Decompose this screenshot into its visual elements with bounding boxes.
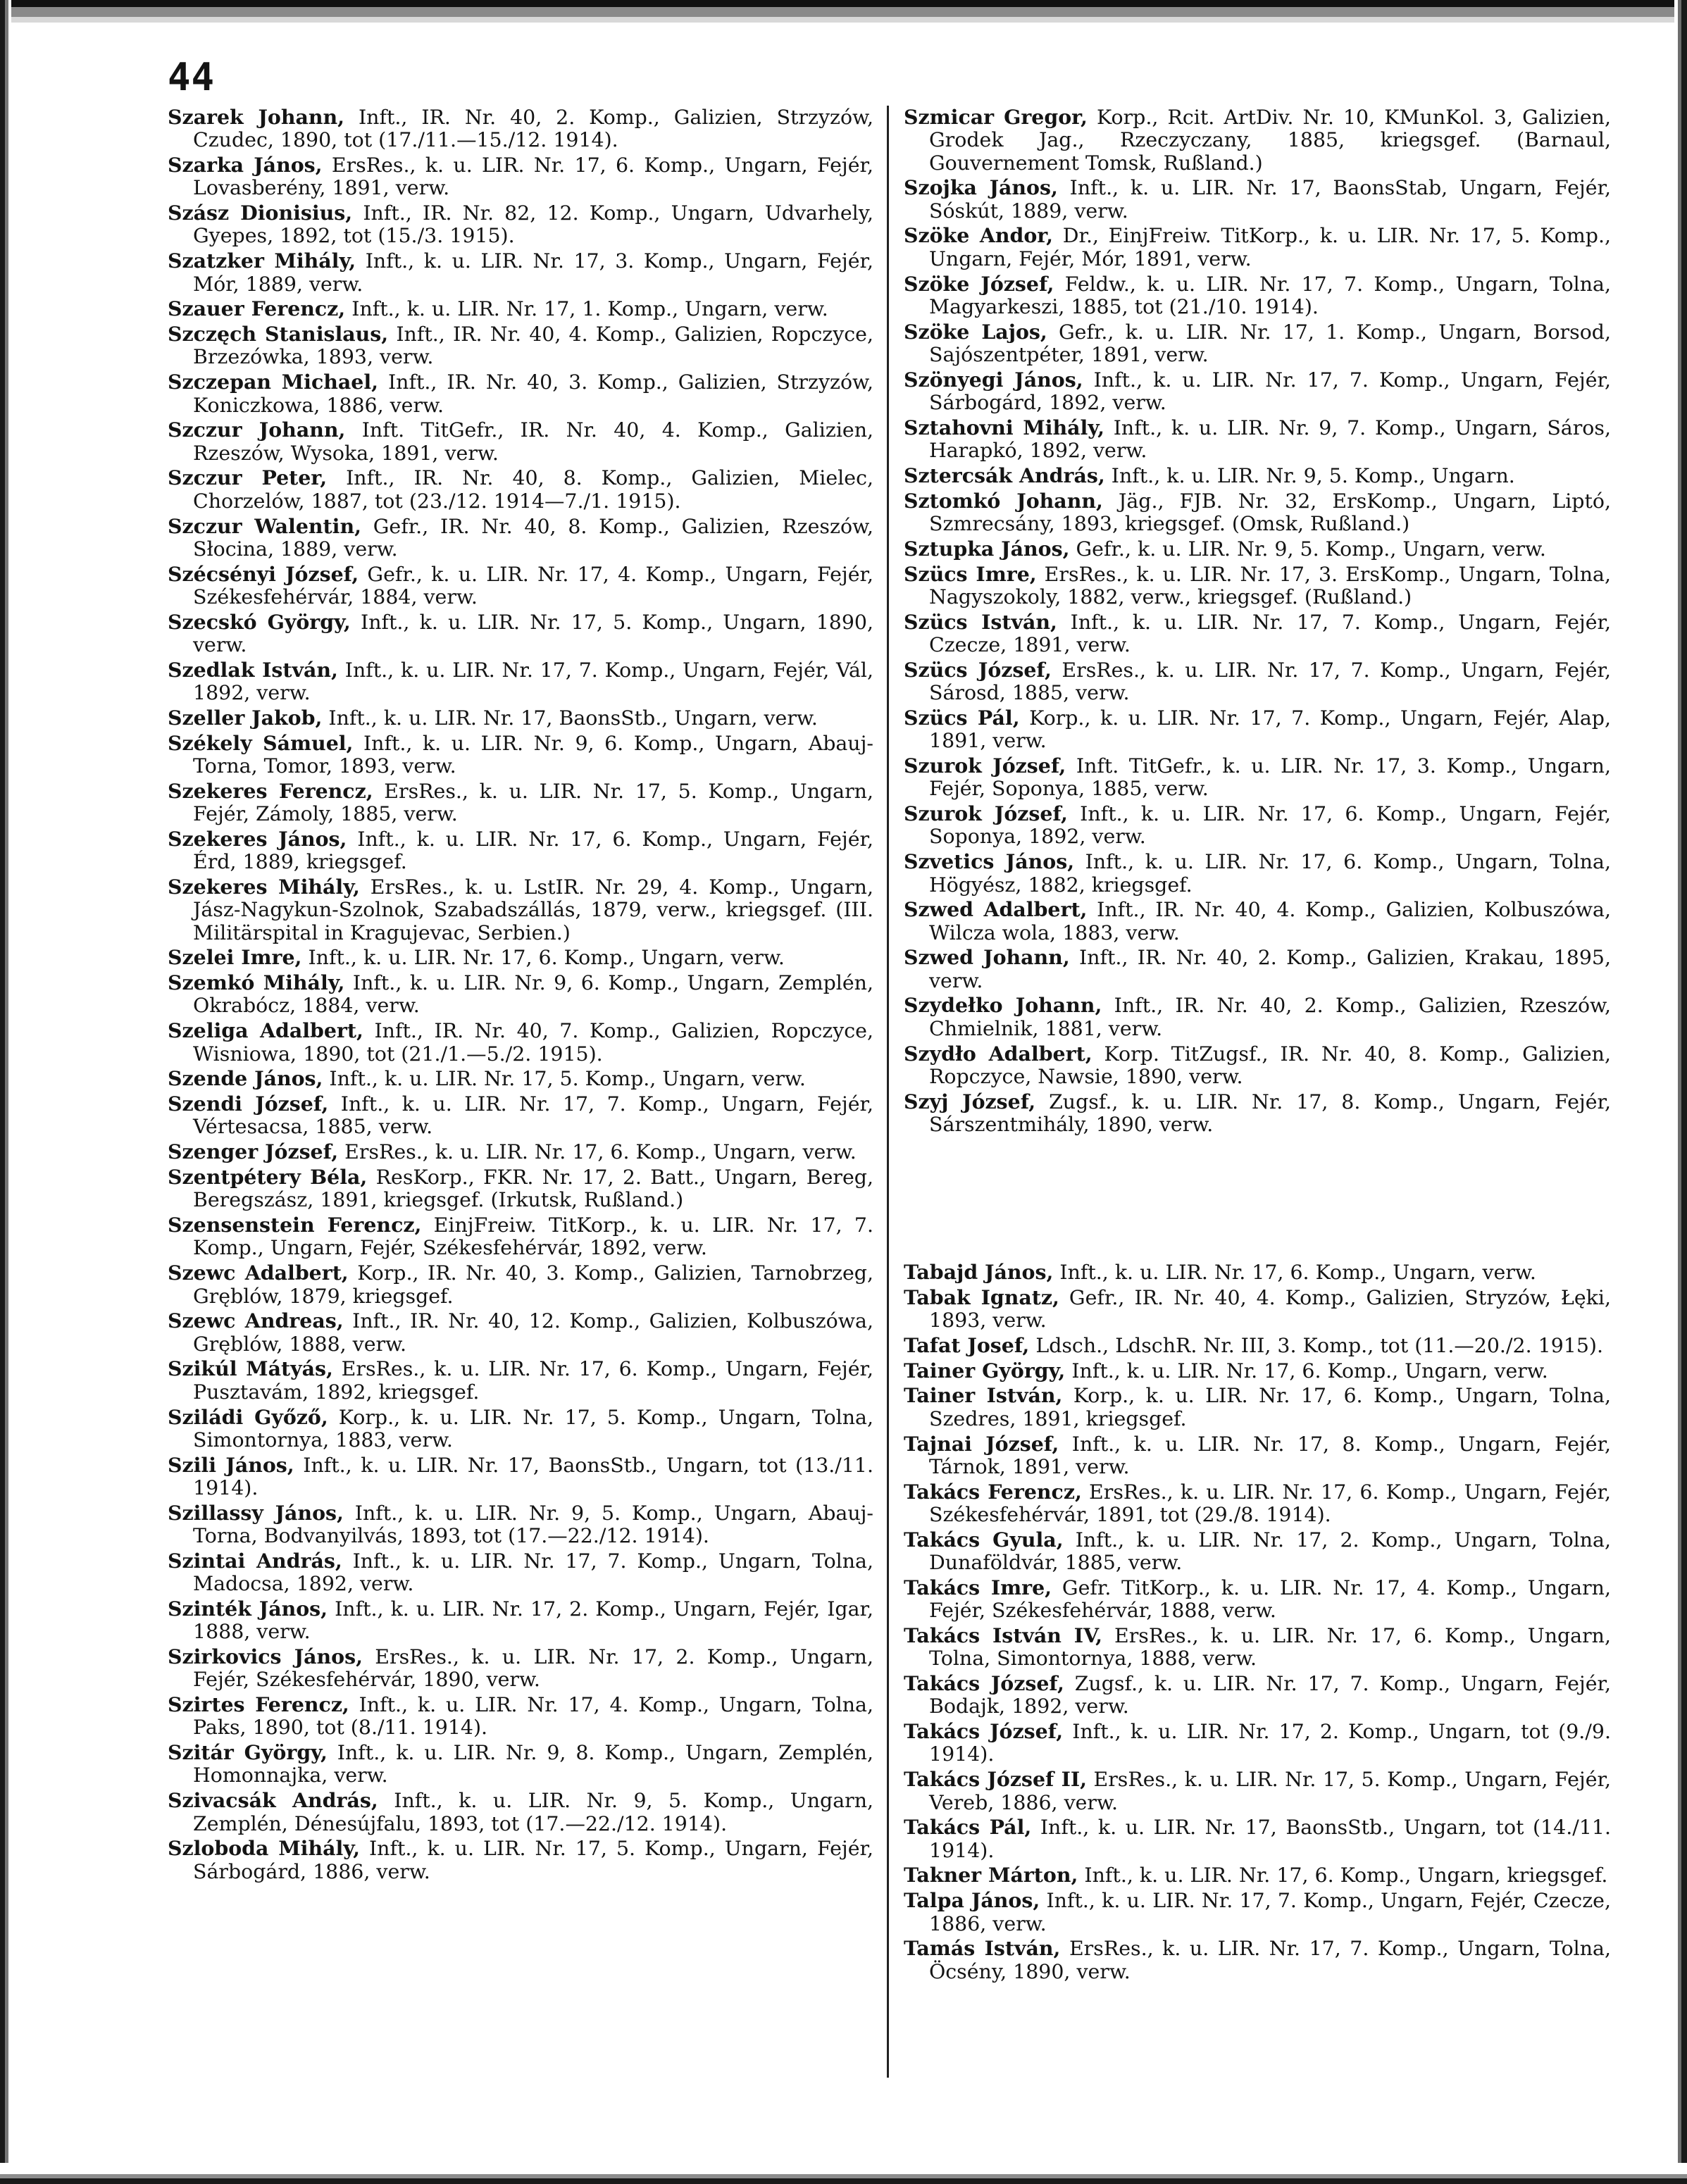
entry-details: Inft., k. u. LIR. Nr. 17, 6. Komp., Ungarn, verw. (1065, 1359, 1548, 1383)
entry-name: Szeller Jakob, (168, 705, 323, 730)
entry-name: Szmicar Gregor, (904, 105, 1088, 129)
list-item (168, 659, 873, 705)
list-item (168, 1213, 873, 1260)
entry-details: Inft., k. u. LIR. Nr. 17, 2. Komp., Ungarn, Tolna, Dunaföldvár, 1885, verw. (929, 1528, 1611, 1575)
entry-details: ErsRes., k. u. LIR. Nr. 17, 6. Komp., Ungarn, Fejér, Pusztavám, 1892, kriegsgef. (193, 1357, 874, 1404)
entry-details: Gefr., IR. Nr. 40, 4. Komp., Galizien, Stryzów, Łęki, 1893, verw. (929, 1285, 1611, 1333)
entry-name: Szloboda Mihály, (168, 1836, 360, 1861)
list-item (168, 201, 873, 248)
entry-details: Inft., k. u. LIR. Nr. 9, 8. Komp., Ungarn, Zemplén, Homonnajka, verw. (193, 1741, 873, 1787)
list-item (904, 946, 1611, 992)
list-item (904, 464, 1611, 487)
list-item (904, 1261, 1611, 1284)
entry-details: Gefr., IR. Nr. 40, 8. Komp., Galizien, Rzeszów, Słocina, 1889, verw. (193, 514, 873, 561)
entry-name: Szintai András, (168, 1548, 342, 1573)
entry-name: Takács Pál, (904, 1815, 1032, 1840)
list-item (168, 563, 873, 609)
list-item (904, 1384, 1611, 1430)
entry-details: Inft., k. u. LIR. Nr. 9, 7. Komp., Ungarn, Sáros, Harapkó, 1892, verw. (929, 416, 1611, 463)
entry-name: Sztomkó Johann, (904, 488, 1103, 513)
entry-details: Korp., Rcit. ArtDiv. Nr. 10, KMunKol. 3, Galizien, Grodek Jag., Rzeczyczany, 1885, kriegsgef. (Barnaul, Gouvernement Tomsk, Rußland.) (929, 106, 1611, 175)
entry-details: ErsRes., k. u. LIR. Nr. 17, 2. Komp., Ungarn, Fejér, Székesfehérvár, 1890, verw. (193, 1645, 873, 1692)
entry-details: Korp., k. u. LIR. Nr. 17, 5. Komp., Ungarn, Tolna, Simontornya, 1883, verw. (193, 1405, 873, 1452)
list-item (168, 1140, 873, 1163)
entry-details: ErsRes., k. u. LIR. Nr. 17, 7. Komp., Ungarn, Tolna, Öcsény, 1890, verw. (929, 1937, 1611, 1983)
list-item (904, 416, 1611, 463)
entry-name: Szatzker Mihály, (168, 249, 356, 273)
entry-details: Inft., k. u. LIR. Nr. 17, 6. Komp., Ungarn, Tolna, Högyész, 1882, kriegsgef. (929, 850, 1611, 897)
list-item (904, 1889, 1611, 1935)
entry-details: Dr., EinjFreiw. TitKorp., k. u. LIR. Nr. 17, 5. Komp., Ungarn, Fejér, Mór, 1891, verw. (929, 224, 1611, 270)
entry-name: Szurok József, (904, 801, 1068, 826)
list-item (904, 106, 1611, 175)
entry-name: Tajnai József, (904, 1431, 1059, 1456)
list-item (168, 1261, 873, 1308)
list-item (904, 706, 1611, 753)
list-item (904, 1672, 1611, 1718)
entry-name: Szöke József, (904, 271, 1054, 296)
entry-details: Zugsf., k. u. LIR. Nr. 17, 7. Komp., Ungarn, Fejér, Bodajk, 1892, verw. (929, 1672, 1611, 1718)
list-item (168, 1166, 873, 1212)
entry-details: Inft., IR. Nr. 40, 2. Komp., Galizien, Rzeszów, Chmielnik, 1881, verw. (929, 994, 1611, 1040)
entry-name: Szücs István, (904, 609, 1057, 634)
list-item (168, 1406, 873, 1452)
scan-border-top (0, 0, 1687, 28)
right-column-sz (904, 106, 1611, 1138)
entry-name: Tabajd János, (904, 1260, 1054, 1284)
entry-name: Sztupka János, (904, 536, 1070, 561)
entry-name: Szojka János, (904, 175, 1058, 200)
entry-details: Inft., k. u. LIR. Nr. 17, 7. Komp., Ungarn, Fejér, Czecze, 1891, verw. (929, 610, 1612, 657)
entry-details: Inft., k. u. LIR. Nr. 17, 7. Komp., Ungarn, Fejér, Czecze, 1886, verw. (929, 1889, 1611, 1935)
entry-details: Inft., k. u. LIR. Nr. 17, 2. Komp., Ungarn, tot (9./9. 1914). (929, 1720, 1611, 1766)
entry-name: Szekeres János, (168, 826, 347, 851)
list-item (904, 489, 1611, 536)
list-item (168, 1309, 873, 1356)
list-item (168, 154, 873, 200)
entry-name: Szücs Pál, (904, 705, 1020, 730)
entry-name: Takács Gyula, (904, 1527, 1064, 1552)
entry-name: Takács József, (904, 1671, 1064, 1696)
entry-details: Inft., k. u. LIR. Nr. 17, 6. Komp., Ungarn, verw. (1053, 1261, 1536, 1284)
entry-name: Székely Sámuel, (168, 730, 354, 755)
entry-name: Szelei Imre, (168, 945, 302, 970)
list-item (904, 754, 1611, 801)
entry-details: Gefr. TitKorp., k. u. LIR. Nr. 17, 4. Komp., Ungarn, Fejér, Székesfehérvár, 1888, verw. (929, 1575, 1611, 1623)
entry-details: Inft., k. u. LIR. Nr. 17, 3. Komp., Ungarn, Fejér, Mór, 1889, verw. (193, 249, 873, 296)
entry-name: Szarek Johann, (168, 105, 345, 129)
list-item (904, 320, 1611, 367)
entry-details: Inft., k. u. LIR. Nr. 17, BaonsStb., Ungarn, tot (13./11. 1914). (193, 1453, 873, 1499)
list-item (168, 1454, 873, 1500)
entry-details: Inft., k. u. LIR. Nr. 17, 5. Komp., Ungarn, 1890, verw. (193, 610, 873, 657)
entry-name: Takács József, (904, 1719, 1064, 1744)
list-item (904, 537, 1611, 561)
entry-details: Inft., k. u. LIR. Nr. 17, 6. Komp., Ungarn, verw. (301, 946, 785, 970)
entry-name: Szili János, (168, 1452, 294, 1477)
entry-name: Takács Ferencz, (904, 1479, 1082, 1504)
entry-details: ErsRes., k. u. LIR. Nr. 17, 3. ErsKomp., Ungarn, Tolna, Nagyszokoly, 1882, verw., kriegsgef. (Rußland.) (929, 562, 1611, 609)
entry-details: Gefr., k. u. LIR. Nr. 17, 1. Komp., Ungarn, Borsod, Sajószentpéter, 1891, verw. (929, 320, 1611, 366)
list-item (168, 466, 873, 513)
entry-name: Tabak Ignatz, (904, 1285, 1059, 1309)
right-column-t (904, 1261, 1611, 1985)
entry-details: Inft., k. u. LIR. Nr. 17, BaonsStb., Ungarn, verw. (322, 706, 818, 730)
list-item (168, 828, 873, 874)
entry-details: Inft., IR. Nr. 82, 12. Komp., Ungarn, Udvarhely, Gyepes, 1892, tot (15./3. 1915). (193, 201, 874, 248)
entry-name: Szönyegi János, (904, 367, 1083, 392)
list-item (168, 971, 873, 1018)
entry-name: Szczur Johann, (168, 418, 346, 442)
entry-details: Gefr., k. u. LIR. Nr. 17, 4. Komp., Ungarn, Fejér, Székesfehérvár, 1884, verw. (193, 562, 873, 609)
entry-name: Sziládi Győző, (168, 1404, 328, 1429)
entry-name: Szenger József, (168, 1140, 339, 1164)
list-item (904, 898, 1611, 944)
list-item (168, 1019, 873, 1066)
entry-details: ErsRes., k. u. LIR. Nr. 17, 5. Komp., Ungarn, Fejér, Zámoly, 1885, verw. (193, 779, 873, 826)
entry-details: Inft., k. u. LIR. Nr. 9, 5. Komp., Ungarn. (1104, 463, 1515, 487)
entry-details: Inft. TitGefr., k. u. LIR. Nr. 17, 3. Komp., Ungarn, Fejér, Soponya, 1885, verw. (929, 754, 1611, 801)
entry-details: Inft., k. u. LIR. Nr. 17, 5. Komp., Ungarn, verw. (323, 1067, 806, 1091)
entry-details: Inft., k. u. LIR. Nr. 17, 7. Komp., Ungarn, Fejér, Vál, 1892, verw. (193, 658, 873, 705)
list-item (904, 368, 1611, 415)
entry-details: Inft., k. u. LIR. Nr. 9, 6. Komp., Ungarn, Zemplén, Okrabócz, 1884, verw. (193, 971, 873, 1018)
list-item (168, 249, 873, 296)
entry-name: Szendi József, (168, 1092, 329, 1116)
list-item (168, 875, 873, 944)
list-item (168, 1092, 873, 1139)
entry-details: Ldsch., LdschR. Nr. III, 3. Komp., tot (11.—20./2. 1915). (1029, 1333, 1603, 1357)
list-item (168, 515, 873, 561)
entry-name: Szarka János, (168, 153, 323, 177)
list-item (168, 732, 873, 778)
entry-details: Inft., k. u. LIR. Nr. 17, 7. Komp., Ungarn, Fejér, Sárbogárd, 1892, verw. (929, 368, 1611, 415)
entry-name: Szillassy János, (168, 1500, 344, 1525)
entry-details: Korp., IR. Nr. 40, 3. Komp., Galizien, Tarnobrzeg, Gręblów, 1879, kriegsgef. (193, 1261, 873, 1308)
list-item (904, 1042, 1611, 1089)
entry-details: ErsRes., k. u. LIR. Nr. 17, 6. Komp., Ungarn, Tolna, Simontornya, 1888, verw. (929, 1623, 1611, 1671)
list-item (168, 946, 873, 969)
list-item (168, 1067, 873, 1090)
entry-name: Szirkovics János, (168, 1645, 363, 1668)
entry-details: Feldw., k. u. LIR. Nr. 17, 7. Komp., Ungarn, Tolna, Magyarkeszi, 1885, tot (21./10. 1914). (929, 272, 1611, 318)
entry-name: Szirtes Ferencz, (168, 1692, 349, 1717)
list-item (904, 1359, 1611, 1383)
list-item (168, 1741, 873, 1787)
entry-details: Inft., IR. Nr. 40, 4. Komp., Galizien, Ropczyce, Brzezówka, 1893, verw. (193, 323, 873, 369)
entry-name: Takács Imre, (904, 1575, 1052, 1599)
scan-border-bottom (0, 2163, 1687, 2184)
entry-details: Inft., IR. Nr. 40, 3. Komp., Galizien, Strzyzów, Koniczkowa, 1886, verw. (193, 370, 873, 417)
entry-name: Szentpétery Béla, (168, 1165, 368, 1190)
entry-name: Szitár György, (168, 1740, 328, 1765)
list-item (168, 780, 873, 826)
list-item (904, 611, 1611, 657)
entry-name: Szewc Adalbert, (168, 1261, 349, 1285)
list-item (168, 611, 873, 657)
list-item (168, 1502, 873, 1548)
list-item (168, 1693, 873, 1740)
entry-name: Szeliga Adalbert, (168, 1018, 363, 1043)
entry-details: ResKorp., FKR. Nr. 17, 2. Batt., Ungarn, Bereg, Beregszász, 1891, kriegsgef. (Irkutsk, Rußland.) (193, 1166, 873, 1212)
entry-details: Inft., k. u. LIR. Nr. 17, 1. Komp., Ungarn, verw. (345, 297, 828, 321)
entry-name: Szydło Adalbert, (904, 1041, 1092, 1066)
entry-details: Inft., k. u. LIR. Nr. 17, 8. Komp., Ungarn, Fejér, Tárnok, 1891, verw. (929, 1432, 1611, 1478)
list-item (168, 323, 873, 369)
entry-details: Inft., k. u. LIR. Nr. 17, 5. Komp., Ungarn, Fejér, Sárbogárd, 1886, verw. (193, 1837, 873, 1883)
page-number: 44 (168, 55, 216, 99)
entry-details: Inft., IR. Nr. 40, 8. Komp., Galizien, Mielec, Chorzelów, 1887, tot (23./12. 1914—7./1. 1915). (193, 466, 873, 513)
entry-name: Szekeres Mihály, (168, 875, 360, 899)
entry-details: ErsRes., k. u. LstIR. Nr. 29, 4. Komp., Ungarn, Jász-Nagykun-Szolnok, Szabadszállás, 1879, verw., kriegsgef. (III. Militärspital in Kragujevac, Serbien.) (193, 875, 873, 944)
scan-border-left (0, 0, 11, 2184)
entry-name: Szivacsák András, (168, 1788, 378, 1813)
entry-name: Szensenstein Ferencz, (168, 1213, 422, 1237)
list-item (904, 850, 1611, 897)
list-item (904, 802, 1611, 849)
entry-name: Sztercsák András, (904, 463, 1105, 487)
entry-details: ErsRes., k. u. LIR. Nr. 17, 6. Komp., Ungarn, Fejér, Székesfehérvár, 1891, tot (29./8. 1914). (929, 1480, 1611, 1526)
list-item (168, 1837, 873, 1883)
entry-details: ErsRes., k. u. LIR. Nr. 17, 7. Komp., Ungarn, Fejér, Sárosd, 1885, verw. (929, 658, 1611, 705)
entry-name: Szende János, (168, 1066, 323, 1091)
list-item (168, 706, 873, 730)
list-item (904, 1576, 1611, 1623)
entry-name: Szydełko Johann, (904, 993, 1102, 1018)
list-item (904, 1937, 1611, 1983)
entry-name: Szedlak István, (168, 657, 338, 682)
list-item (904, 1816, 1611, 1862)
entry-name: Takács József II, (904, 1767, 1088, 1792)
entry-details: Inft., k. u. LIR. Nr. 17, 6. Komp., Ungarn, Fejér, Érd, 1889, kriegsgef. (193, 827, 873, 874)
list-item (168, 1549, 873, 1596)
list-item (904, 176, 1611, 223)
entry-details: Inft., k. u. LIR. Nr. 9, 5. Komp., Ungarn, Abauj-Torna, Bodvanyilvás, 1893, tot (17.—22./12. 1914). (193, 1501, 873, 1548)
entry-name: Szwed Johann, (904, 945, 1070, 970)
entry-name: Szöke Andor, (904, 223, 1054, 248)
entry-details: Jäg., FJB. Nr. 32, ErsKomp., Ungarn, Liptó, Szmrecsány, 1893, kriegsgef. (Omsk, Rußland.) (929, 489, 1612, 536)
entry-name: Szczur Walentin, (168, 513, 361, 538)
entry-name: Szczepan Michael, (168, 370, 379, 394)
entry-name: Szczęch Stanislaus, (168, 322, 389, 347)
entry-name: Szász Dionisius, (168, 201, 353, 225)
list-item (904, 1090, 1611, 1137)
entry-details: Korp. TitZugsf., IR. Nr. 40, 8. Komp., Galizien, Ropczyce, Nawsie, 1890, verw. (929, 1042, 1611, 1088)
list-item (904, 1334, 1611, 1357)
list-item (904, 1768, 1611, 1814)
entry-name: Takács István IV, (904, 1623, 1102, 1647)
list-item (904, 1864, 1611, 1887)
list-item (904, 224, 1611, 270)
entry-details: Inft., IR. Nr. 40, 2. Komp., Galizien, Krakau, 1895, verw. (929, 946, 1612, 992)
entry-details: Inft. TitGefr., IR. Nr. 40, 4. Komp., Galizien, Rzeszów, Wysoka, 1891, verw. (193, 418, 874, 465)
entry-details: Inft., k. u. LIR. Nr. 9, 6. Komp., Ungarn, Abauj-Torna, Tomor, 1893, verw. (193, 731, 873, 778)
entry-details: Zugsf., k. u. LIR. Nr. 17, 8. Komp., Ungarn, Fejér, Sárszentmihály, 1890, verw. (929, 1090, 1611, 1136)
entry-details: Inft., k. u. LIR. Nr. 17, 6. Komp., Ungarn, kriegsgef. (1078, 1864, 1608, 1887)
list-item (168, 1357, 873, 1404)
entry-name: Szczur Peter, (168, 466, 328, 490)
entry-details: Korp., k. u. LIR. Nr. 17, 6. Komp., Ungarn, Tolna, Szedres, 1891, kriegsgef. (929, 1384, 1611, 1430)
entry-name: Szauer Ferencz, (168, 297, 346, 321)
list-item (904, 1720, 1611, 1766)
entry-name: Szewc Andreas, (168, 1309, 344, 1333)
entry-name: Szwed Adalbert, (904, 897, 1088, 922)
list-item (168, 1789, 873, 1835)
entry-name: Tainer István, (904, 1383, 1063, 1408)
list-item (904, 1480, 1611, 1527)
list-item (168, 106, 873, 152)
entry-details: Inft., k. u. LIR. Nr. 17, 7. Komp., Ungarn, Fejér, Vértesacsa, 1885, verw. (193, 1092, 873, 1139)
entry-name: Szemkó Mihály, (168, 971, 345, 995)
entry-details: Inft., k. u. LIR. Nr. 9, 5. Komp., Ungarn, Zemplén, Dénesújfalu, 1893, tot (17.—22./12. 1914). (193, 1789, 874, 1835)
entry-name: Tainer György, (904, 1358, 1066, 1383)
entry-name: Szöke Lajos, (904, 319, 1047, 344)
entry-name: Sztahovni Mihály, (904, 415, 1104, 439)
entry-details: Inft., k. u. LIR. Nr. 17, 2. Komp., Ungarn, Fejér, Igar, 1888, verw. (193, 1597, 873, 1644)
list-item (168, 1645, 873, 1692)
list-item (904, 1286, 1611, 1333)
list-item (168, 297, 873, 320)
entry-details: Inft., k. u. LIR. Nr. 17, BaonsStb., Ungarn, tot (14./11. 1914). (929, 1816, 1611, 1862)
list-item (904, 1433, 1611, 1479)
list-item (904, 1624, 1611, 1671)
entry-name: Szekeres Ferencz, (168, 778, 373, 803)
entry-details: Inft., k. u. LIR. Nr. 17, BaonsStab, Ungarn, Fejér, Sóskút, 1889, verw. (929, 176, 1611, 223)
entry-details: Inft., k. u. LIR. Nr. 17, 7. Komp., Ungarn, Tolna, Madocsa, 1892, verw. (193, 1549, 873, 1596)
entry-details: Inft., k. u. LIR. Nr. 17, 4. Komp., Ungarn, Tolna, Paks, 1890, tot (8./11. 1914). (193, 1693, 873, 1740)
entry-name: Szecskó György, (168, 609, 351, 634)
entry-details: ErsRes., k. u. LIR. Nr. 17, 6. Komp., Ungarn, verw. (338, 1140, 857, 1164)
list-item (904, 273, 1611, 319)
entry-name: Szikúl Mátyás, (168, 1356, 333, 1381)
list-item (904, 1528, 1611, 1575)
entry-name: Szécsényi József, (168, 561, 359, 586)
entry-details: ErsRes., k. u. LIR. Nr. 17, 5. Komp., Ungarn, Fejér, Vereb, 1886, verw. (929, 1768, 1612, 1814)
list-item (168, 370, 873, 417)
entry-name: Szücs József, (904, 657, 1052, 682)
entry-details: Inft., IR. Nr. 40, 4. Komp., Galizien, Kolbuszówa, Wilcza wola, 1883, verw. (929, 898, 1612, 944)
entry-details: Inft., IR. Nr. 40, 7. Komp., Galizien, Ropczyce, Wisniowa, 1890, tot (21./1.—5./2. 1915). (193, 1019, 873, 1066)
entry-name: Tamás István, (904, 1936, 1061, 1961)
entry-name: Szyj József, (904, 1089, 1036, 1113)
list-item (904, 994, 1611, 1040)
scan-border-right (1674, 0, 1687, 2184)
entry-name: Szinték János, (168, 1596, 328, 1621)
list-item (168, 418, 873, 465)
entry-details: Inft., IR. Nr. 40, 12. Komp., Galizien, Kolbuszówa, Gręblów, 1888, verw. (193, 1309, 873, 1356)
entry-name: Szücs Imre, (904, 561, 1037, 586)
entry-name: Szvetics János, (904, 849, 1075, 874)
entry-details: Inft., IR. Nr. 40, 2. Komp., Galizien, Strzyzów, Czudec, 1890, tot (17./11.—15./12. 1914). (193, 106, 873, 152)
list-item (904, 659, 1611, 705)
column-divider (887, 106, 889, 2078)
entry-name: Szurok József, (904, 754, 1066, 778)
entry-details: Gefr., k. u. LIR. Nr. 9, 5. Komp., Ungarn, verw. (1069, 537, 1546, 561)
entry-name: Tafat Josef, (904, 1333, 1030, 1357)
entry-name: Talpa János, (904, 1888, 1040, 1913)
list-item (168, 1597, 873, 1644)
entry-details: ErsRes., k. u. LIR. Nr. 17, 6. Komp., Ungarn, Fejér, Lovasberény, 1891, verw. (193, 154, 873, 200)
entry-details: EinjFreiw. TitKorp., k. u. LIR. Nr. 17, 7. Komp., Ungarn, Fejér, Székesfehérvár, 1892, verw. (193, 1213, 873, 1260)
entry-name: Takner Márton, (904, 1863, 1078, 1887)
entry-details: Inft., k. u. LIR. Nr. 17, 6. Komp., Ungarn, Fejér, Soponya, 1892, verw. (929, 802, 1611, 849)
left-column (168, 106, 873, 1885)
entry-details: Korp., k. u. LIR. Nr. 17, 7. Komp., Ungarn, Fejér, Alap, 1891, verw. (929, 706, 1612, 753)
list-item (904, 563, 1611, 609)
